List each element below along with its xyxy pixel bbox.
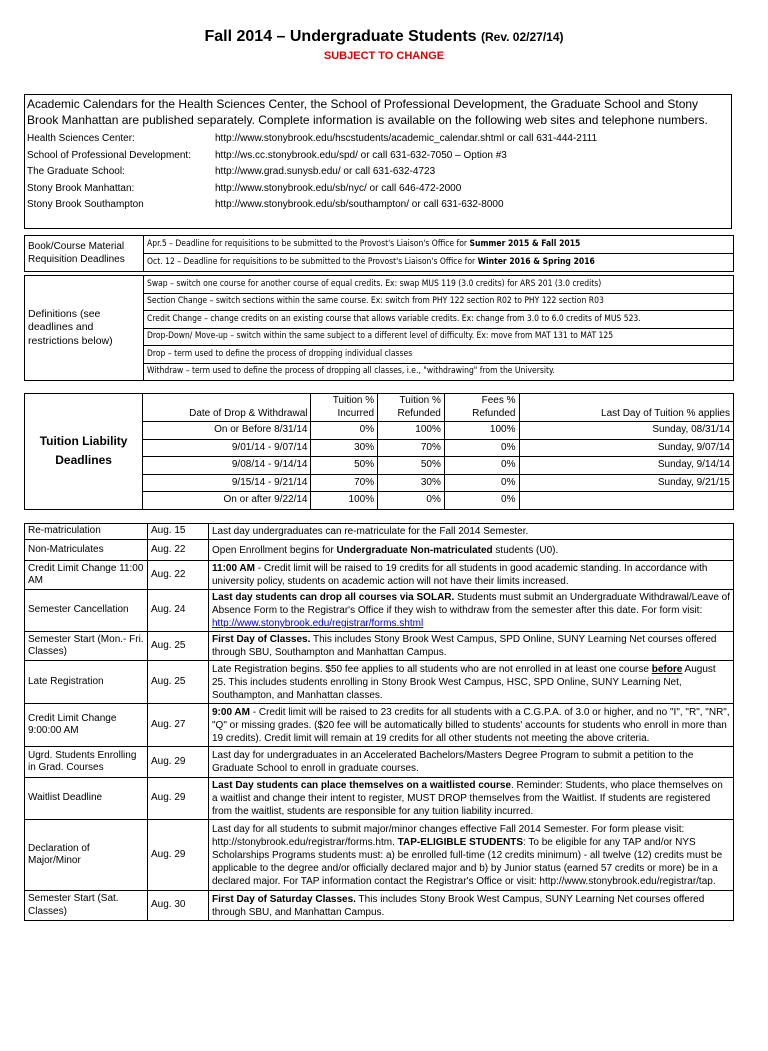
- deadline-row: [25, 590, 734, 632]
- deadline-row: [25, 778, 734, 820]
- definition-text: [144, 293, 734, 311]
- book-deadline-row: [144, 236, 734, 254]
- contact-row: [27, 197, 729, 214]
- contact-info: http://www.stonybrook.edu/hscstudents/academic_calendar.shtml or call 631-444-2111: [215, 133, 598, 145]
- contact-row: [27, 148, 729, 165]
- description-text: - Credit limit will be raised to 23 credits for all students with a C.G.P.A. of 3.0 or higher, and no "I", "R", "NR", "Q" or missing grades. ($20 fee will be automatically billed to students' accounts for students who enroll in more than 19 credits). Credit limit will remain at 19 credits for all other students not meeting the above criteria.: [212, 706, 730, 744]
- tuition-cell: 9/01/14 - 9/07/14: [143, 439, 311, 457]
- tuition-header: Tuition % Incurred: [311, 394, 378, 422]
- deadline-row: [25, 561, 734, 590]
- emphasis-text: 9:00 AM: [212, 706, 250, 718]
- book-deadline-text: Apr.5 – Deadline for requisitions to be submitted to the Provost's Liaison's Office for: [147, 239, 470, 250]
- event-date: Aug. 29: [148, 778, 209, 820]
- event-name: Non-Matriculates: [25, 540, 148, 561]
- book-deadline-row: [144, 254, 734, 272]
- contact-row: [27, 131, 729, 148]
- tuition-cell: 9/08/14 - 9/14/14: [143, 457, 311, 475]
- description-text: students (U0).: [492, 544, 559, 556]
- tuition-cell: On or after 9/22/14: [143, 492, 311, 510]
- calendar-page: [0, 27, 768, 1051]
- event-description: [209, 747, 734, 778]
- description-text: - Credit limit will be raised to 19 credits for all students in good academic standing. In accordance with university policy, students on academic action will not have their limits increased.: [212, 563, 708, 587]
- event-name: Credit Limit Change 11:00 AM: [25, 561, 148, 590]
- tuition-cell: 0%: [444, 492, 519, 510]
- definition-desc: – term used to define the process of dropping individual classes: [165, 348, 413, 359]
- event-description: [209, 820, 734, 891]
- emphasis-text: before: [651, 663, 683, 675]
- definition-desc: – switch within the same subject to a different level of difficulty. Ex: move from MAT 131 to MAT 125: [227, 331, 614, 342]
- definition-desc: – term used to define the process of dropping all classes, i.e., "withdrawing" from the University.: [183, 366, 555, 377]
- description-text: Late Registration begins. $50 fee applies to all students who are not enrolled in at least one course: [212, 663, 652, 675]
- tuition-cell: [519, 492, 734, 510]
- tuition-header: Fees % Refunded: [444, 394, 519, 422]
- event-name: Credit Limit Change 9:00:00 AM: [25, 704, 148, 747]
- tuition-header-row: [25, 394, 734, 422]
- event-description: [209, 704, 734, 747]
- tuition-cell: 0%: [378, 492, 445, 510]
- revision-text: (Rev. 02/27/14): [481, 30, 564, 44]
- tuition-cell: 30%: [378, 474, 445, 492]
- contact-info: http://www.grad.sunysb.edu/ or call 631-632-4723: [215, 166, 436, 178]
- tuition-header: Last Day of Tuition % applies: [519, 394, 734, 422]
- event-date: Aug. 15: [148, 524, 209, 540]
- event-date: Aug. 29: [148, 820, 209, 891]
- contact-label: The Graduate School:: [27, 166, 125, 178]
- tuition-cell: 9/15/14 - 9/21/14: [143, 474, 311, 492]
- book-deadline-text: Oct. 12 – Deadline for requisitions to be submitted to the Provost's Liaison's Office for: [147, 257, 478, 268]
- deadline-row: [25, 704, 734, 747]
- event-description: [209, 778, 734, 820]
- description-text: Last day undergraduates can re-matriculate for the Fall 2014 Semester.: [212, 526, 529, 537]
- event-date: Aug. 25: [148, 661, 209, 704]
- event-date: Aug. 22: [148, 540, 209, 561]
- contact-info: http://www.stonybrook.edu/sb/southampton/ or call 631-632-8000: [215, 199, 504, 211]
- contact-label: School of Professional Development:: [27, 149, 191, 161]
- event-name: Semester Cancellation: [25, 590, 148, 632]
- description-text: Students must submit an Undergraduate Withdrawal/Leave of Absence Form to the Registrar's Office if they wish to withdraw from the semester after this date. For form visit:: [212, 592, 730, 616]
- title-text: Fall 2014 – Undergraduate Students: [204, 28, 477, 45]
- deadline-row: [25, 820, 734, 891]
- event-name: Re-matriculation: [25, 524, 148, 540]
- emphasis-text: TAP-ELIGIBLE STUDENTS: [397, 836, 524, 848]
- event-date: Aug. 22: [148, 561, 209, 590]
- book-deadline-terms: Winter 2016 & Spring 2016: [477, 257, 595, 268]
- event-description: [209, 632, 734, 661]
- definition-desc: – change credits on an existing course that allows variable credits. Ex: change from 3.0 to 6.0 credits of MUS 523.: [201, 313, 641, 324]
- tuition-label: Tuition Liability Deadlines: [25, 394, 143, 510]
- contact-label: Stony Brook Southampton: [27, 199, 144, 211]
- definitions-label: Definitions (see deadlines and restrictions below): [25, 276, 144, 381]
- event-name: Semester Start (Sat. Classes): [25, 891, 148, 921]
- tuition-cell: 0%: [444, 457, 519, 475]
- contact-info: http://www.stonybrook.edu/sb/nyc/ or call 646-472-2000: [215, 182, 462, 194]
- event-date: Aug. 25: [148, 632, 209, 661]
- definition-row: [25, 276, 734, 294]
- event-description: [209, 661, 734, 704]
- event-date: Aug. 27: [148, 704, 209, 747]
- contact-info: http://ws.cc.stonybrook.edu/spd/ or call 631-632-7050 – Option #3: [215, 149, 507, 161]
- definition-term: Drop-Down/ Move-up: [147, 331, 228, 342]
- definition-desc: – switch one course for another course of equal credits. Ex: swap MUS 119 (3.0 credits) for ARS 201 (3.0 credits): [167, 278, 602, 289]
- deadlines-table: [24, 523, 734, 921]
- tuition-cell: 50%: [378, 457, 445, 475]
- definition-term: Withdraw: [147, 366, 184, 377]
- event-name: Semester Start (Mon.- Fri. Classes): [25, 632, 148, 661]
- definition-text: [144, 328, 734, 346]
- deadline-row: [25, 891, 734, 921]
- description-text: Open Enrollment begins for: [212, 544, 337, 556]
- book-requisition-table: [24, 235, 734, 272]
- event-date: Aug. 30: [148, 891, 209, 921]
- emphasis-text: First Day of Saturday Classes.: [212, 893, 356, 905]
- tuition-cell: 100%: [444, 422, 519, 440]
- definition-term: Drop: [147, 348, 166, 359]
- deadline-row: [25, 524, 734, 540]
- tuition-header: Date of Drop & Withdrawal: [143, 394, 311, 422]
- tuition-liability-table: [24, 393, 734, 510]
- page-title: [0, 27, 768, 47]
- emphasis-text: 11:00 AM: [212, 563, 255, 574]
- contact-label: Stony Brook Manhattan:: [27, 182, 135, 194]
- description-text: : To be eligible for any TAP and/or NYS Scholarships Programs students must: a) be enrolled full-time (12 credits minimum) - all twelve (12) credits must be applicable to the degree and/or officially declared major and b) by Junior status (earned 57 credits or more) be in a declared major. For TAP information contact the Registrar's Office or visit: http://www.stonybrook.edu/registrar/tap.: [212, 836, 723, 887]
- intro-box: [24, 94, 732, 229]
- definition-term: Swap: [147, 278, 168, 289]
- description-text: . Reminder: Students, who place themselves on a waitlist and change their intent to register, MUST DROP themselves from the Waitlist. If students are registered from the waitlist, students are responsible for any tuition liability incurred.: [212, 780, 723, 817]
- description-text: August 25. This includes students enrolling in Stony Brook West Campus, HSC, SPD Online, SUNY Learning Net, Southampton, and Manhattan classes.: [212, 663, 716, 701]
- event-name: Ugrd. Students Enrolling in Grad. Courses: [25, 747, 148, 778]
- description-text: Last day for undergraduates in an Accelerated Bachelors/Masters Degree Program to submit a petition to the Graduate School to enroll in graduate courses.: [212, 750, 694, 774]
- description-text: This includes Stony Brook West Campus, SUNY Learning Net courses offered through SBU, and Manhattan Campus.: [212, 893, 705, 918]
- event-name: Waitlist Deadline: [25, 778, 148, 820]
- deadline-row: [25, 747, 734, 778]
- emphasis-text: Last day students can drop all courses via SOLAR.: [212, 592, 455, 603]
- tuition-cell: 100%: [378, 422, 445, 440]
- description-text: Last day for all students to submit major/minor changes effective Fall 2014 Semester. For form please visit: http://stonybrook.edu/registrar/forms.htm.: [212, 823, 685, 848]
- definition-text: [144, 276, 734, 294]
- contact-row: [27, 164, 729, 181]
- definition-text: [144, 311, 734, 329]
- subject-to-change: SUBJECT TO CHANGE: [323, 50, 445, 62]
- emphasis-text: Last Day students can place themselves on a waitlisted course: [212, 780, 511, 791]
- book-label: Book/Course Material Requisition Deadlines: [25, 236, 144, 272]
- tuition-header: Tuition % Refunded: [378, 394, 445, 422]
- tuition-cell: On or Before 8/31/14: [143, 422, 311, 440]
- definition-term: Credit Change: [147, 313, 202, 324]
- tuition-cell: Sunday, 08/31/14: [519, 422, 734, 440]
- tuition-cell: 0%: [444, 474, 519, 492]
- tuition-cell: Sunday, 9/21/15: [519, 474, 734, 492]
- tuition-cell: 50%: [311, 457, 378, 475]
- event-description: [209, 891, 734, 921]
- event-description: [209, 524, 734, 540]
- emphasis-text: First Day of Classes.: [212, 634, 311, 645]
- event-name: Late Registration: [25, 661, 148, 704]
- tuition-cell: 100%: [311, 492, 378, 510]
- tuition-cell: Sunday, 9/07/14: [519, 439, 734, 457]
- forms-link[interactable]: http://www.stonybrook.edu/registrar/forms.shtml: [212, 618, 424, 629]
- tuition-cell: 70%: [378, 439, 445, 457]
- tuition-cell: 30%: [311, 439, 378, 457]
- deadline-row: [25, 661, 734, 704]
- deadline-row: [25, 632, 734, 661]
- tuition-cell: 70%: [311, 474, 378, 492]
- contact-list: [27, 131, 729, 214]
- definition-text: [144, 346, 734, 364]
- contact-label: Health Sciences Center:: [27, 133, 135, 145]
- definition-desc: – switch sections within the same course. Ex: switch from PHY 122 section R02 to PHY 122 section R03: [207, 296, 604, 307]
- book-deadline-terms: Summer 2015 & Fall 2015: [469, 239, 581, 250]
- event-description: [209, 540, 734, 561]
- event-date: Aug. 24: [148, 590, 209, 632]
- definition-text: [144, 363, 734, 381]
- emphasis-text: Undergraduate Non-matriculated: [336, 544, 493, 556]
- description-text: This includes Stony Brook West Campus, SPD Online, SUNY Learning Net courses offered through SBU, Southampton and Manhattan Campus.: [212, 634, 717, 658]
- tuition-cell: Sunday, 9/14/14: [519, 457, 734, 475]
- definition-term: Section Change: [147, 296, 208, 307]
- intro-text: Academic Calendars for the Health Sciences Center, the School of Professional Development, the Graduate School and Stony Brook Manhattan are published separately. Complete information is available on the following web sites and telephone numbers.: [27, 97, 708, 127]
- deadline-row: [25, 540, 734, 561]
- contact-row: [27, 181, 729, 198]
- event-description: [209, 561, 734, 590]
- tuition-cell: 0%: [444, 439, 519, 457]
- event-name: Declaration of Major/Minor: [25, 820, 148, 891]
- tuition-cell: 0%: [311, 422, 378, 440]
- event-date: Aug. 29: [148, 747, 209, 778]
- definitions-table: [24, 275, 734, 381]
- event-description: [209, 590, 734, 632]
